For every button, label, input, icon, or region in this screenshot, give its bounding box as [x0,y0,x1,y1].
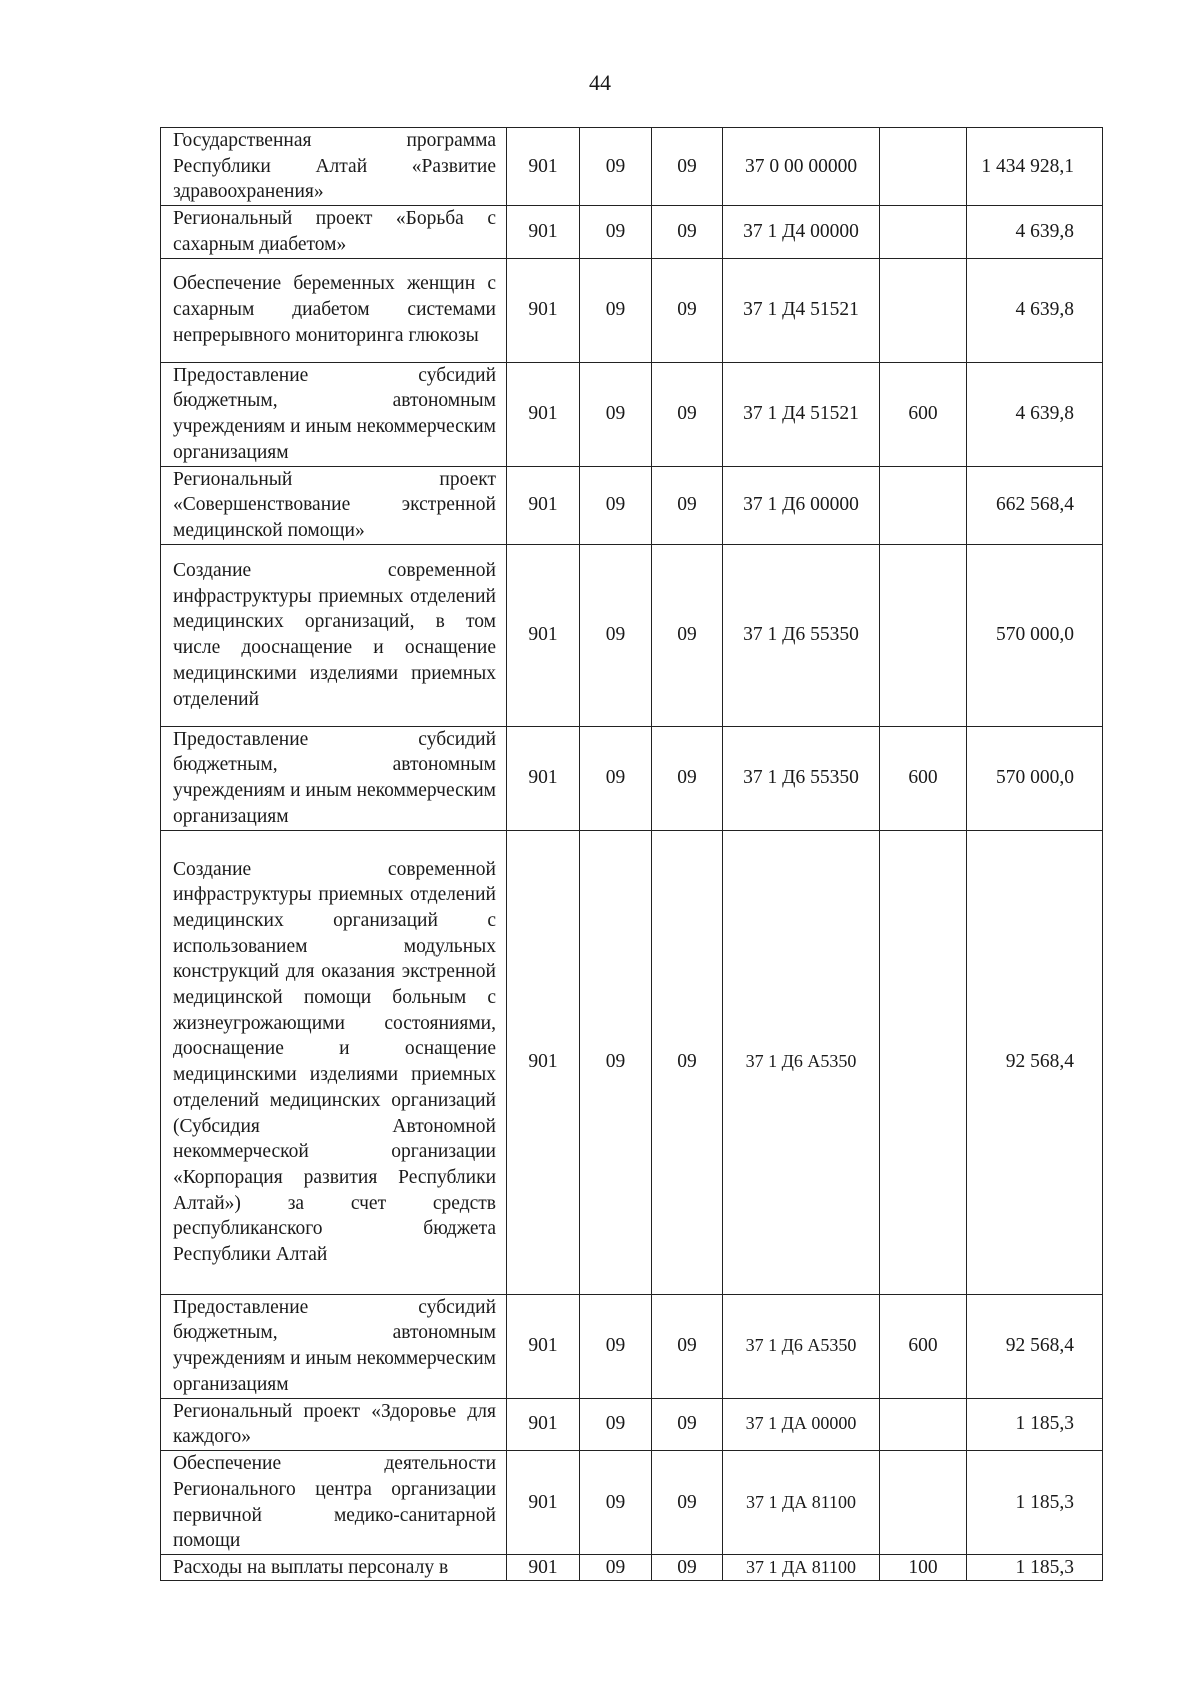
row-name: Создание современной инфраструктуры приемных отделений медицинских организаций с использованием модульных конструкций для оказания экстренной медицинской помощи больным с жизнеугрожающими состояниями, дооснащение и оснащение медицинскими изделиями приемных отделений медицинских организаций (Субсидия Автономной некоммерческой организации «Корпорация развития Республики Алтай») за счет средств республиканского бюджета Республики Алтай [161,830,507,1294]
row-admin-code: 901 [507,1294,580,1398]
row-section: 09 [580,1294,652,1398]
row-name: Расходы на выплаты персоналу в [161,1555,507,1581]
row-section: 09 [580,726,652,830]
row-name: Государственная программа Республики Алтай «Развитие здравоохранения» [161,128,507,206]
row-expense-type: 600 [880,726,967,830]
row-subsection: 09 [652,726,723,830]
row-expense-type [880,258,967,362]
row-admin-code: 901 [507,1555,580,1581]
row-target-code: 37 1 ДА 81100 [723,1451,880,1555]
row-name: Обеспечение беременных женщин с сахарным диабетом системами непрерывного мониторинга глюкозы [161,258,507,362]
row-name: Предоставление субсидий бюджетным, автономным учреждениям и иным некоммерческим организациям [161,1294,507,1398]
row-target-code: 37 1 Д6 55350 [723,544,880,726]
row-section: 09 [580,1398,652,1450]
row-amount: 4 639,8 [967,258,1103,362]
row-name: Предоставление субсидий бюджетным, автономным учреждениям и иным некоммерческим организациям [161,726,507,830]
row-target-code: 37 1 Д6 А5350 [723,830,880,1294]
row-section: 09 [580,362,652,466]
table-row [161,544,1103,726]
table-row [161,258,1103,362]
row-amount: 570 000,0 [967,544,1103,726]
table-row [161,1451,1103,1555]
table-row [161,830,1103,1294]
row-subsection: 09 [652,466,723,544]
row-amount: 1 434 928,1 [967,128,1103,206]
row-amount: 1 185,3 [967,1398,1103,1450]
row-amount: 570 000,0 [967,726,1103,830]
row-expense-type [880,544,967,726]
row-section: 09 [580,128,652,206]
row-expense-type: 600 [880,1294,967,1398]
row-expense-type: 100 [880,1555,967,1581]
row-subsection: 09 [652,362,723,466]
row-target-code: 37 1 Д6 А5350 [723,1294,880,1398]
table-row [161,1294,1103,1398]
row-section: 09 [580,258,652,362]
row-subsection: 09 [652,258,723,362]
row-section: 09 [580,1555,652,1581]
row-expense-type [880,466,967,544]
table-row [161,726,1103,830]
row-name: Предоставление субсидий бюджетным, автономным учреждениям и иным некоммерческим организациям [161,362,507,466]
row-section: 09 [580,830,652,1294]
budget-table [160,127,1103,1581]
row-admin-code: 901 [507,830,580,1294]
row-subsection: 09 [652,206,723,258]
row-amount: 1 185,3 [967,1451,1103,1555]
row-section: 09 [580,1451,652,1555]
row-target-code: 37 1 Д6 55350 [723,726,880,830]
row-section: 09 [580,206,652,258]
row-admin-code: 901 [507,128,580,206]
page-number: 44 [589,70,611,95]
row-admin-code: 901 [507,1398,580,1450]
row-subsection: 09 [652,1294,723,1398]
row-name: Региональный проект «Борьба с сахарным диабетом» [161,206,507,258]
row-amount: 4 639,8 [967,206,1103,258]
row-amount: 662 568,4 [967,466,1103,544]
row-subsection: 09 [652,128,723,206]
row-subsection: 09 [652,1451,723,1555]
row-admin-code: 901 [507,1451,580,1555]
row-admin-code: 901 [507,362,580,466]
row-admin-code: 901 [507,544,580,726]
row-target-code: 37 0 00 00000 [723,128,880,206]
table-row [161,466,1103,544]
row-target-code: 37 1 Д6 00000 [723,466,880,544]
row-admin-code: 901 [507,258,580,362]
row-target-code: 37 1 ДА 00000 [723,1398,880,1450]
row-subsection: 09 [652,1398,723,1450]
row-subsection: 09 [652,544,723,726]
row-expense-type [880,830,967,1294]
row-name: Региональный проект «Совершенствование экстренной медицинской помощи» [161,466,507,544]
row-section: 09 [580,466,652,544]
table-row [161,1555,1103,1581]
row-expense-type [880,128,967,206]
row-amount: 92 568,4 [967,1294,1103,1398]
row-target-code: 37 1 ДА 81100 [723,1555,880,1581]
row-amount: 92 568,4 [967,830,1103,1294]
row-section: 09 [580,544,652,726]
row-expense-type [880,1451,967,1555]
row-amount: 1 185,3 [967,1555,1103,1581]
row-target-code: 37 1 Д4 00000 [723,206,880,258]
row-name: Обеспечение деятельности Регионального центра организации первичной медико-санитарной помощи [161,1451,507,1555]
row-subsection: 09 [652,1555,723,1581]
row-admin-code: 901 [507,466,580,544]
row-target-code: 37 1 Д4 51521 [723,258,880,362]
row-name: Региональный проект «Здоровье для каждого» [161,1398,507,1450]
row-expense-type: 600 [880,362,967,466]
row-target-code: 37 1 Д4 51521 [723,362,880,466]
table-row [161,206,1103,258]
row-expense-type [880,1398,967,1450]
row-name: Создание современной инфраструктуры приемных отделений медицинских организаций, в том числе дооснащение и оснащение медицинскими изделиями приемных отделений [161,544,507,726]
row-admin-code: 901 [507,726,580,830]
table-row [161,1398,1103,1450]
row-admin-code: 901 [507,206,580,258]
row-subsection: 09 [652,830,723,1294]
row-amount: 4 639,8 [967,362,1103,466]
table-row [161,362,1103,466]
row-expense-type [880,206,967,258]
table-row [161,128,1103,206]
